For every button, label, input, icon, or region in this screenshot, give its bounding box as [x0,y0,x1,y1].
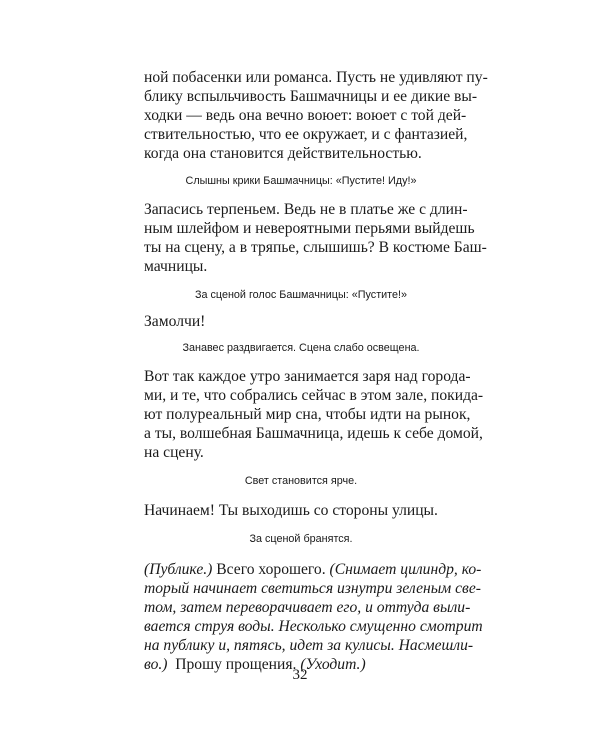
inline-direction: вается струя воды. Несколько смущенно смотрит [144,618,483,635]
inline-direction: (Снимает цилиндр, ко- [329,561,482,578]
text-line: ной побасенки или романса. Пусть не удивляют пу- [144,69,488,86]
text-line: Начинаем! Ты выходишь со стороны улицы. [144,502,438,519]
text-line [144,617,483,636]
speech-with-directions-paragraph [144,560,483,674]
text-line: ным шлейфом и невероятными перьями выйдешь [144,220,475,237]
stage-direction: За сценой голос Башмачницы: «Пустите!» [194,289,408,301]
text-line [144,579,481,598]
text-line [144,598,471,617]
speech-paragraph [144,501,458,520]
inline-direction: торый начинает светиться изнутри зеленым све- [144,580,481,597]
text-line: ты на сцену, а в тряпье, слышишь? В костюме Баш- [144,239,487,256]
inline-speech: Прошу прощения. [167,656,301,673]
text-line [144,636,474,655]
inline-direction: на публику и, пятясь, идет за кулисы. Насмешли- [144,637,474,654]
text-line: блику вспыльчивость Башмачницы и ее дикие вы- [144,88,478,105]
text-line: ствительностью, что ее окружает, и с фантазией, [144,126,468,143]
text-line: ходки — ведь она вечно воюет: воюет с той дей- [144,107,467,124]
speech-paragraph [144,68,488,163]
inline-direction: том, затем переворачивает его, и оттуда выли- [144,599,471,616]
speech-paragraph [144,367,484,462]
text-line: Замолчи! [144,313,206,330]
speech-paragraph [144,312,458,331]
text-line: ми, и те, что собрались сейчас в этом зале, покида- [144,387,484,404]
page-text-column [144,68,488,674]
stage-direction: Свет становится ярче. [244,475,358,487]
text-line: на сцену. [144,444,204,461]
speech-paragraph [144,200,487,276]
text-line: когда она становится действительностью. [144,145,422,162]
text-line: а ты, волшебная Башмачница, идешь к себе домой, [144,425,483,442]
text-line: Вот так каждое утро занимается заря над города- [144,368,471,385]
text-line: Запасись терпеньем. Ведь не в платье же с длин- [144,201,468,218]
page-number: 32 [292,667,308,683]
stage-direction: За сценой бранятся. [249,533,353,545]
stage-direction: Слышны крики Башмачницы: «Пустите! Иду!» [185,175,417,187]
text-line [144,560,482,579]
inline-speech: Всего хорошего. [212,561,330,578]
text-line: мачницы. [144,258,208,275]
text-line: ют полуреальный мир сна, чтобы идти на рынок, [144,406,471,423]
inline-direction: (Уходит.) [300,656,366,673]
inline-direction: во.) [144,656,168,673]
stage-direction: Занавес раздвигается. Сцена слабо освещена. [182,342,420,354]
inline-direction: (Публике.) [144,561,213,578]
